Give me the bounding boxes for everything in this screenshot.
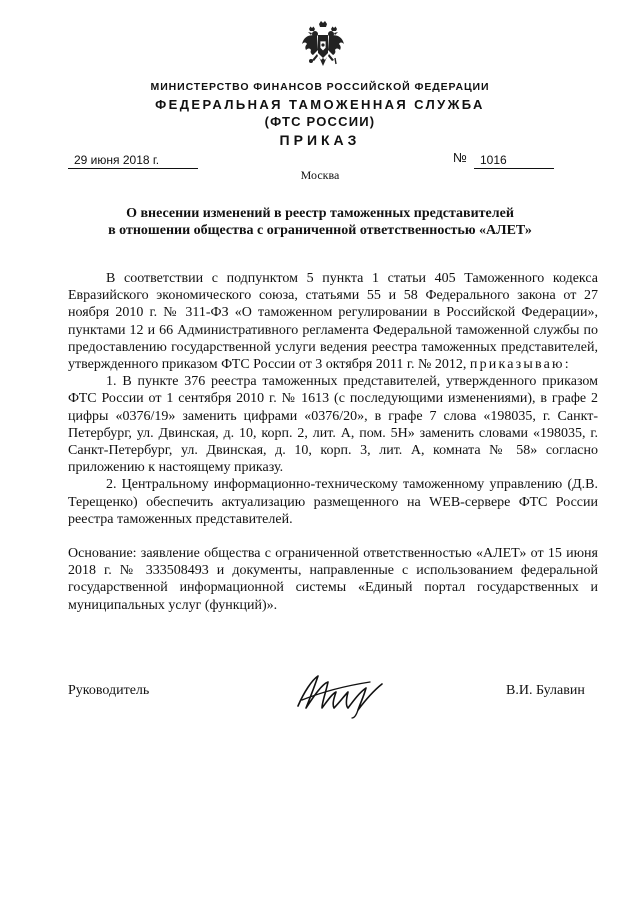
order-number-label: №	[453, 150, 467, 165]
city: Москва	[300, 168, 340, 182]
document-type: ПРИКАЗ	[279, 132, 361, 148]
title-line-1: О внесении изменений в реестр таможенных представителей	[126, 206, 514, 221]
item-1-paragraph: 1. В пункте 376 реестра таможенных представителей, утвержденного приказом ФТС России от 1 сентября 2010 г. № 1613 (с последующими изменениями), в графе 2 цифры «0376/19» заменить цифрами «0376/20», в графе 7 слова «198035, г. Санкт-Петербург, ул. Двинская, д. 10, корп. 2, лит. А, пом. 5Н» заменить словами «198035, г. Санкт-Петербург, ул. Двинская, д. 10, корп. 3, лит. А, комната № 58» согласно приложению к настоящему приказу.	[68, 374, 598, 476]
basis-paragraph: Основание: заявление общества с ограниченной ответственностью «АЛЕТ» от 15 июня 2018 г. № 333508493 и документы, направленные с использованием федеральной государственной информационной системы «Единый портал государственных и муниципальных услуг (функций)».	[68, 546, 598, 613]
order-date: 29 июня 2018 г.	[68, 152, 198, 169]
double-headed-eagle-icon	[300, 20, 346, 72]
handwritten-signature	[292, 662, 390, 720]
intro-paragraph	[68, 270, 598, 373]
document-body	[68, 270, 598, 614]
signatory-role: Руководитель	[68, 683, 150, 698]
order-number: 1016	[474, 152, 554, 169]
service-short-name: (ФТС РОССИИ)	[264, 114, 376, 129]
item-2-paragraph: 2. Центральному информационно-техническому таможенному управлению (Д.В. Терещенко) обеспечить актуализацию размещенного на WEB-сервере ФТС России реестра таможенных представителей.	[68, 477, 598, 527]
document-title	[60, 205, 580, 239]
intro-text: В соответствии с подпунктом 5 пункта 1 статьи 405 Таможенного кодекса Евразийского экономического союза, статьями 55 и 58 Федерального закона от 27 ноября 2010 г. № 311-ФЗ «О таможенном регулировании в Российской Федерации», пунктами 12 и 66 Административного регламента Федеральной таможенной службы по предоставлению государственной услуги ведения реестра таможенных представителей, утвержденного приказом ФТС России от 3 октября 2011 г. № 2012,	[68, 271, 598, 373]
order-word: приказываю:	[469, 357, 571, 373]
signatory-name: В.И. Булавин	[506, 683, 585, 698]
service-name: ФЕДЕРАЛЬНАЯ ТАМОЖЕННАЯ СЛУЖБА	[155, 97, 485, 112]
title-line-2: в отношении общества с ограниченной ответственностью «АЛЕТ»	[108, 223, 532, 238]
ministry-name: МИНИСТЕРСТВО ФИНАНСОВ РОССИЙСКОЙ ФЕДЕРАЦИИ	[150, 81, 490, 93]
